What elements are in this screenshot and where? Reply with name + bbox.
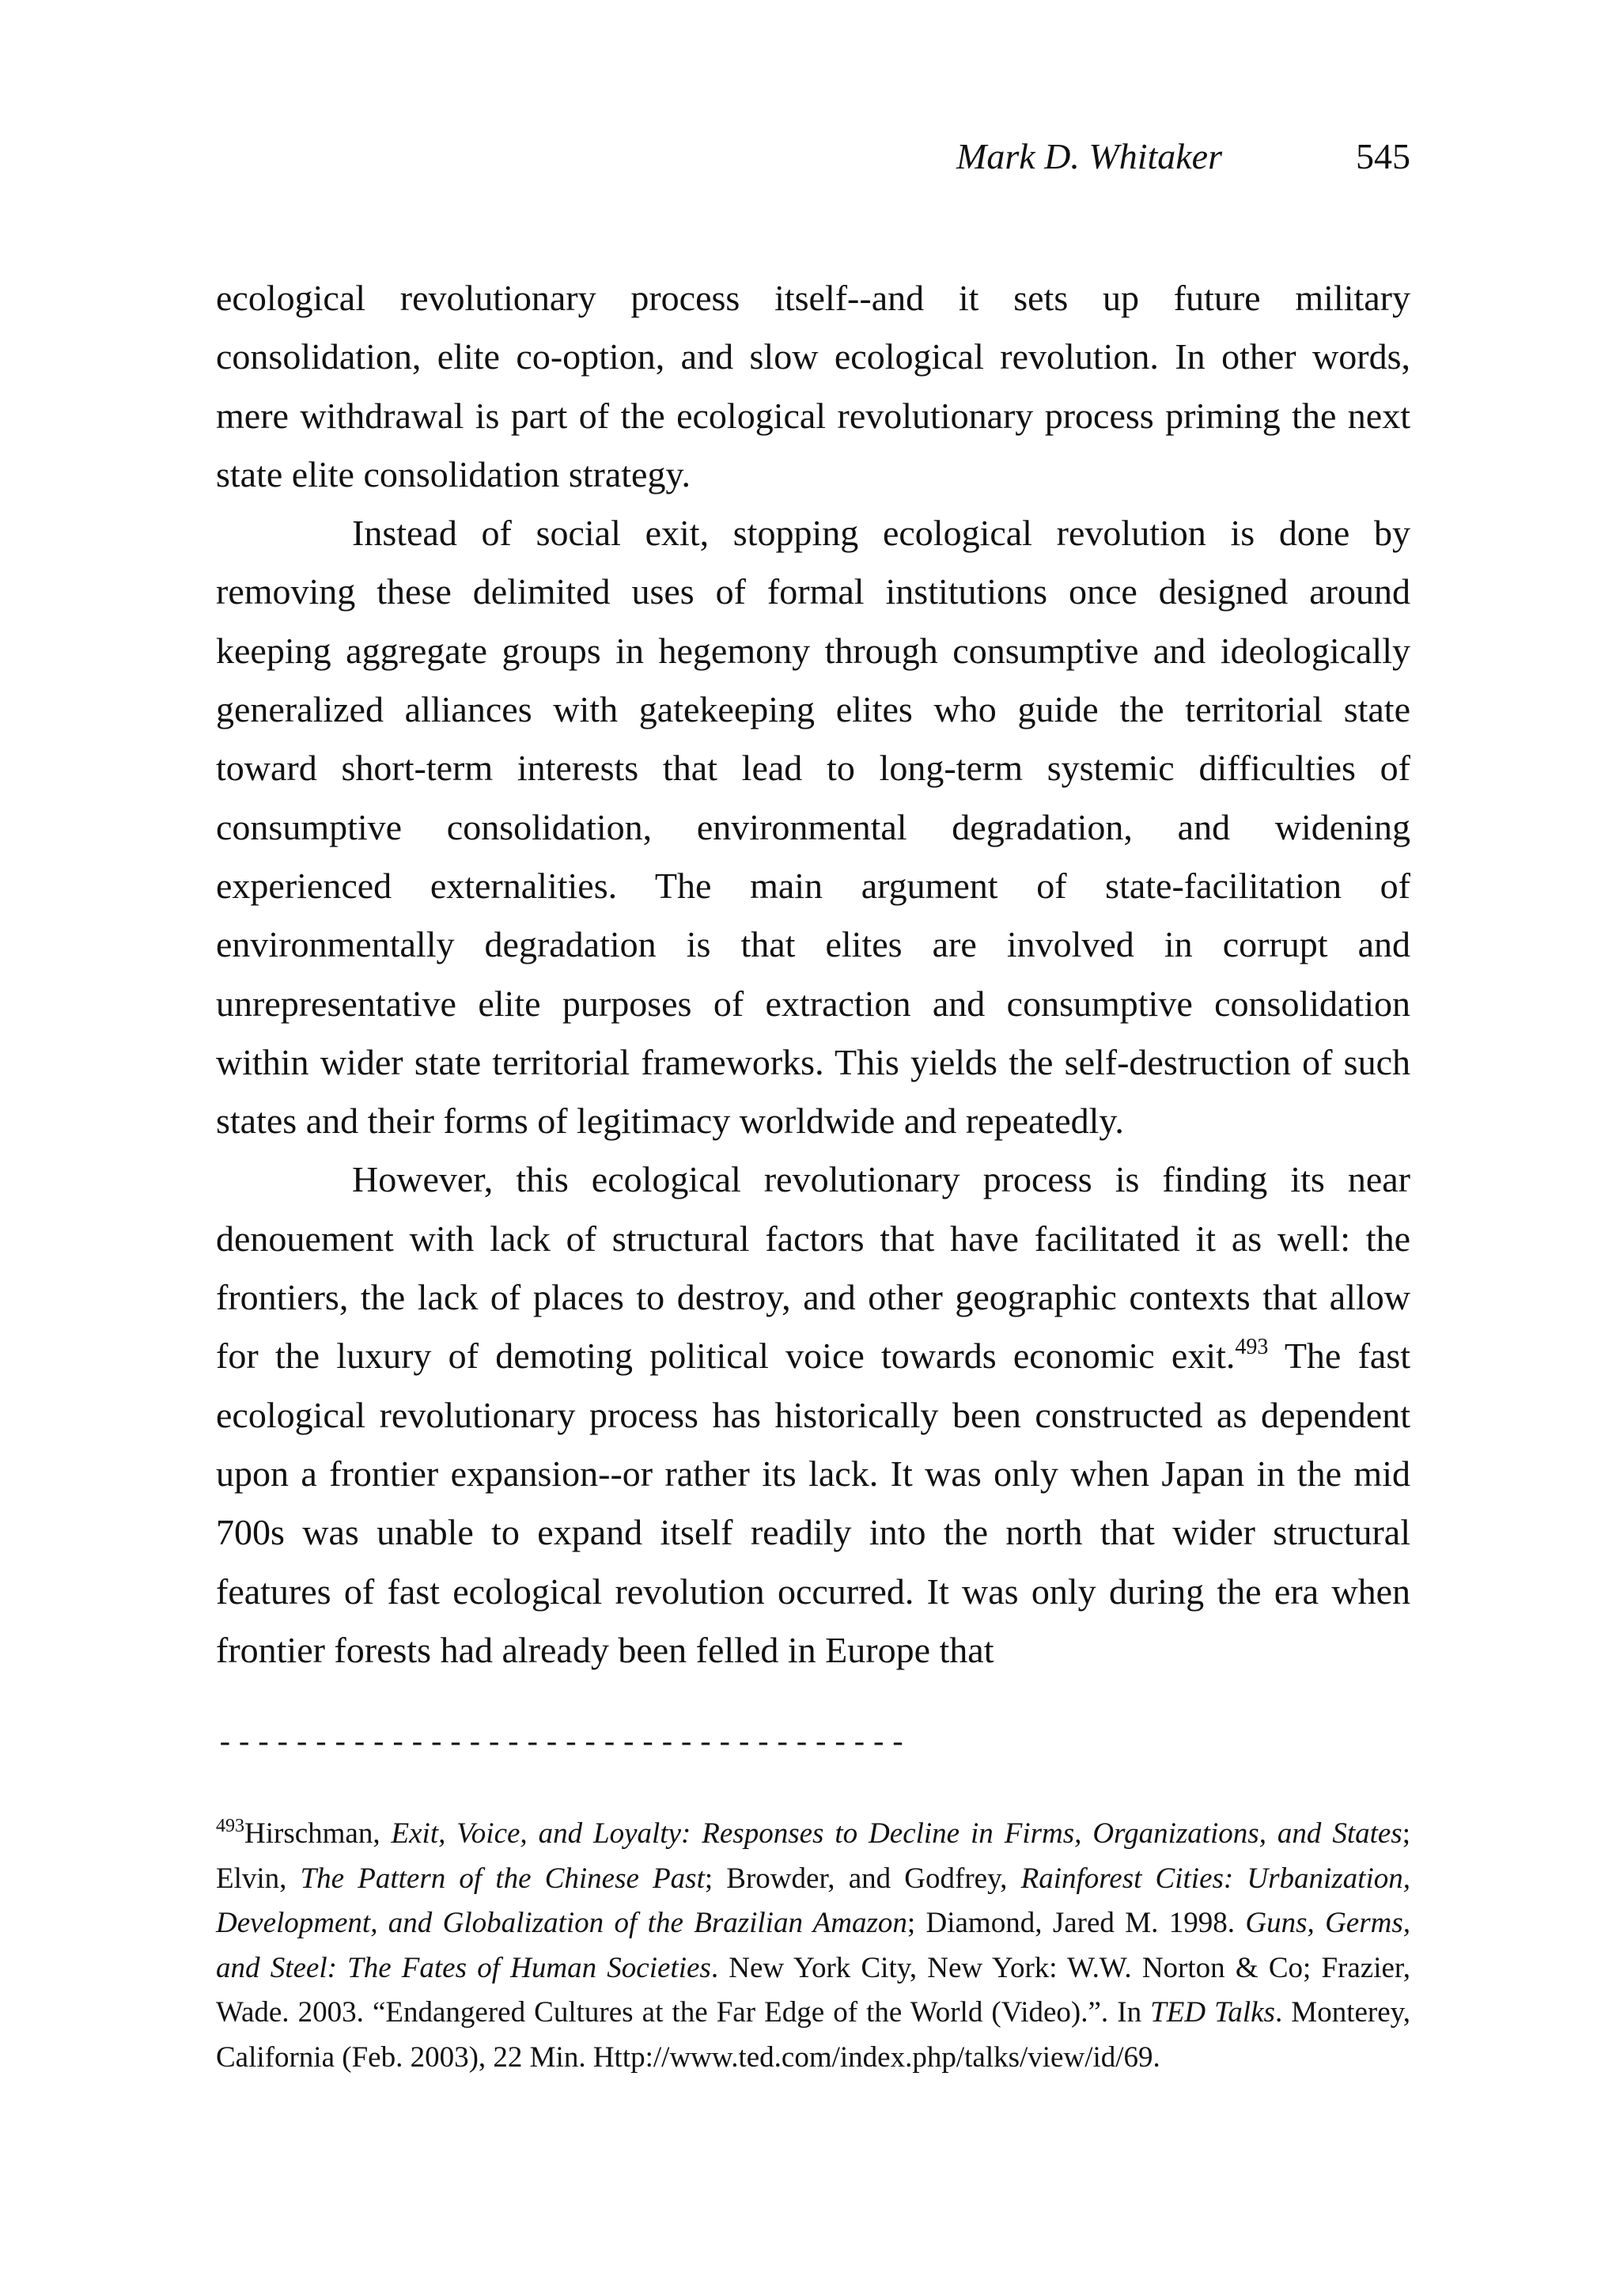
body-text [216,269,1410,1680]
footnote-separator: ------------------------------------ [216,1727,908,1761]
page-number: 545 [1356,136,1410,176]
footnote-number: 493 [216,1816,244,1836]
paragraph-continued: ecological revolutionary process itself--and it sets up future military consolidation, elite co-option, and slow ecological revolution. In other words, mere withdrawal is part of the ecological revolutionary process priming the next state elite consolidation strategy. [216,278,1410,494]
running-header [216,133,1410,180]
paragraph-frontier-text-after: The fast ecological revolutionary process has historically been constructed as dependent upon a frontier expansion--or rather its lack. It was only when Japan in the mid 700s was unable to expand itself readily into the north that wider structural features of fast ecological revolution occurred. It was only during the era when frontier forests had already been felled in Europe that [216,1336,1410,1670]
footnote-title: Exit, Voice, and Loyalty: Responses to Decline in Firms, Organizations, and States [391,1817,1402,1850]
footnote-text: ; Browder, and Godfrey, [704,1862,1021,1895]
footnote-text: . Monterey, California (Feb. 2003), 22 Min. Http://www.ted.com/index.php/talks/view/id/69. [216,1996,1410,2074]
paragraph-frontier-text-before: However, this ecological revolutionary process is finding its near denouement with lack of structural factors that have facilitated it as well: the frontiers, the lack of places to destroy, and other geographic contexts that allow for the luxury of demoting political voice towards economic exit. [216,1159,1410,1377]
paragraph-social-exit: Instead of social exit, stopping ecological revolution is done by removing these delimited uses of formal institutions once designed around keeping aggregate groups in hegemony through consumptive and ideologically generalized alliances with gatekeeping elites who guide the territorial state toward short-term interests that lead to long-term systemic difficulties of consumptive consolidation, environmental degradation, and widening experienced externalities. The main argument of state-facilitation of environmentally degradation is that elites are involved in corrupt and unrepresentative elite purposes of extraction and consumptive consolidation within wider state territorial frameworks. This yields the self-destruction of such states and their forms of legitimacy worldwide and repeatedly. [216,513,1410,1142]
footnote-text: ; Diamond, Jared M. 1998. [907,1907,1246,1939]
footnote-text: Hirschman, [244,1817,392,1850]
footnote-title: The Pattern of the Chinese Past [300,1862,705,1895]
footnote-text: ; Elvin, [216,1817,1410,1895]
footnote-title: Rainforest Cities: Urbanization, Development, and Globalization of the Brazilian Amazon [216,1862,1410,1939]
footnote-title: TED Talks [1150,1996,1275,2029]
footnote-title: Guns, Germs, and Steel: The Fates of Human Societies [216,1907,1410,1984]
running-head-author: Mark D. Whitaker [956,136,1222,176]
paragraph-frontier [216,1150,1410,1680]
footnote-text: . New York City, New York: W.W. Norton & Co; Frazier, Wade. 2003. “Endangered Cultures at the Far Edge of the World (Video).”. In [216,1951,1411,2029]
footnote-493 [216,1812,1410,2080]
footnote-reference: 493 [1235,1335,1269,1360]
